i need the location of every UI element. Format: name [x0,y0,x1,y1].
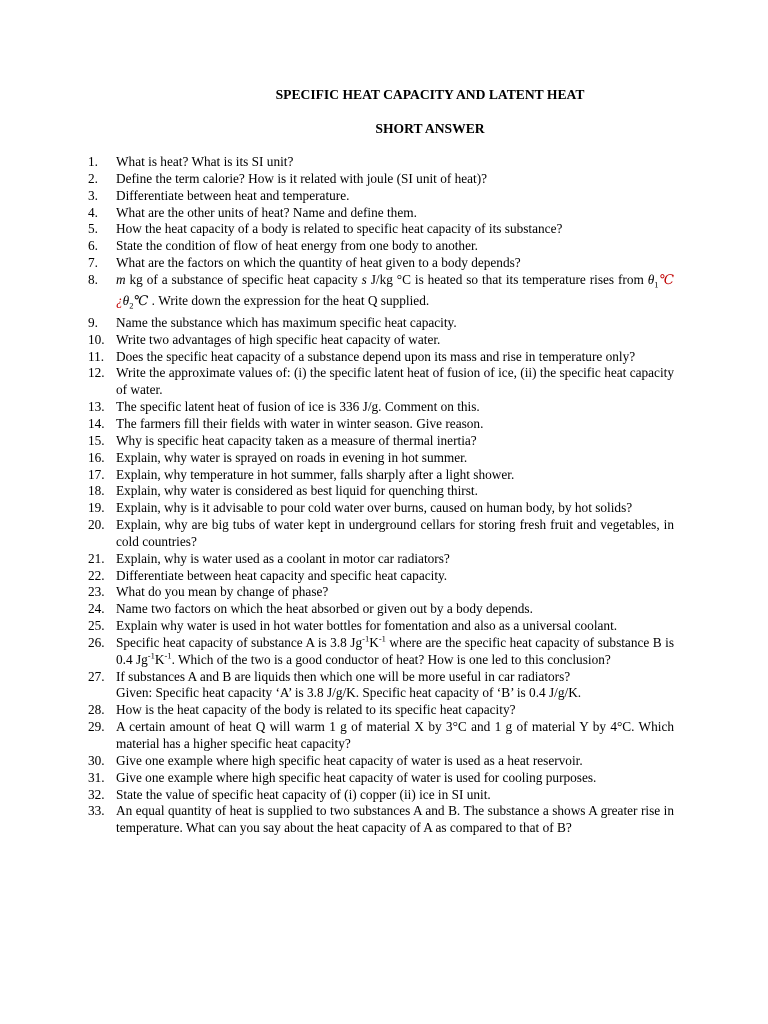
list-item: 30. Give one example where high specific heat capacity of water is used as a heat reservoir. [88,752,583,768]
list-item: 6. State the condition of flow of heat energy from one body to another. [88,238,479,254]
list-item: 21. Explain, why is water used as a coolant in motor car radiators? [88,550,450,566]
list-item: 25. Explain why water is used in hot water bottles for fomentation and also as a universal coolant. [88,618,618,634]
symbol-s: s [361,271,367,287]
list-item: 12. Write the approximate values of: (i) the specific latent heat of fusion of ice, (ii) the specific heat capacity of water. [88,365,674,398]
list-item: 5. How the heat capacity of a body is related to specific heat capacity of its substance? [88,221,563,237]
list-item: 31. Give one example where high specific heat capacity of water is used for cooling purposes. [88,769,597,785]
list-item: 24. Name two factors on which the heat absorbed or given out by a body depends. [88,601,533,617]
page-title: SPECIFIC HEAT CAPACITY AND LATENT HEAT [275,87,585,102]
list-item: 19. Explain, why is it advisable to pour cold water over burns, caused on human body, by hot solids? [88,500,633,516]
list-item: 10. Write two advantages of high specific heat capacity of water. [88,331,441,347]
list-item: 27. If substances A and B are liquids then which one will be more useful in car radiators? Given: Specific heat capacity ‘A’ is 3.8 J/g/K. Specific heat capacity of ‘B’ is 0.4 J/g/K. [88,668,582,701]
list-item: 33. An equal quantity of heat is supplied to two substances A and B. The substance a shows A greater rise in temperature. What can you say about the heat capacity of A as compared to that of B? [88,803,674,836]
list-item: 15. Why is specific heat capacity taken as a measure of thermal inertia? [88,432,477,448]
list-item: 13. The specific latent heat of fusion of ice is 336 J/g. Comment on this. [88,399,480,415]
list-item: 4. What are the other units of heat? Name and define them. [88,204,417,220]
symbol-m: m [116,271,126,287]
symbol-theta-2: θ [122,293,130,309]
list-item: 29. A certain amount of heat Q will warm 1 g of material X by 3°C and 1 g of material Y by 4°C. Which material has a higher specific heat capacity? [88,719,674,751]
list-item: 7. What are the factors on which the quantity of heat given to a body depends? [88,255,521,271]
list-item: 22. Differentiate between heat capacity and specific heat capacity. [88,567,448,583]
broken-glyph: ℃¿ [116,271,675,309]
list-item: 16. Explain, why water is sprayed on roads in evening in hot summer. [88,449,468,465]
question-list [88,154,674,837]
section-subtitle: SHORT ANSWER [375,121,485,136]
list-item: 11. Does the specific heat capacity of a substance depend upon its mass and rise in temperature only? [88,348,636,364]
list-item: 26. Specific heat capacity of substance A is 3.8 $Jg^{-1}K^{-1}$ where are the specific heat capacity of substance B is 0.4 $Jg^{-1}K^{-1}$. Which of the two is a good conductor of heat? How is one led to this conclusion? [88,633,674,667]
symbol-theta-1: θ [647,271,655,287]
list-item: 20. Explain, why are big tubs of water kept in underground cellars for storing fresh fruit and vegetables, in cold countries? [88,517,674,549]
list-item: 23. What do you mean by change of phase? [88,584,329,600]
list-item: 8. m kg of a substance of specific heat capacity s J/kg °C is heated so that its temperature rises from $\theta_1℃¿\theta_2℃$ . Write down the expression for the heat Q supplied. [88,271,675,312]
list-item: 3. Differentiate between heat and temperature. [88,187,350,203]
list-item: 32. State the value of specific heat capacity of (i) copper (ii) ice in SI unit. [88,786,491,802]
list-item: 2. Define the term calorie? How is it related with joule (SI unit of heat)? [88,170,488,186]
list-item: 1. What is heat? What is its SI unit? [88,154,294,169]
list-item: 28. How is the heat capacity of the body is related to its specific heat capacity? [88,702,516,718]
list-item: 14. The farmers fill their fields with water in winter season. Give reason. [88,415,484,431]
list-item: 17. Explain, why temperature in hot summer, falls sharply after a light shower. [88,466,515,482]
list-item: 18. Explain, why water is considered as best liquid for quenching thirst. [88,483,478,499]
list-item: 9. Name the substance which has maximum specific heat capacity. [88,314,457,330]
